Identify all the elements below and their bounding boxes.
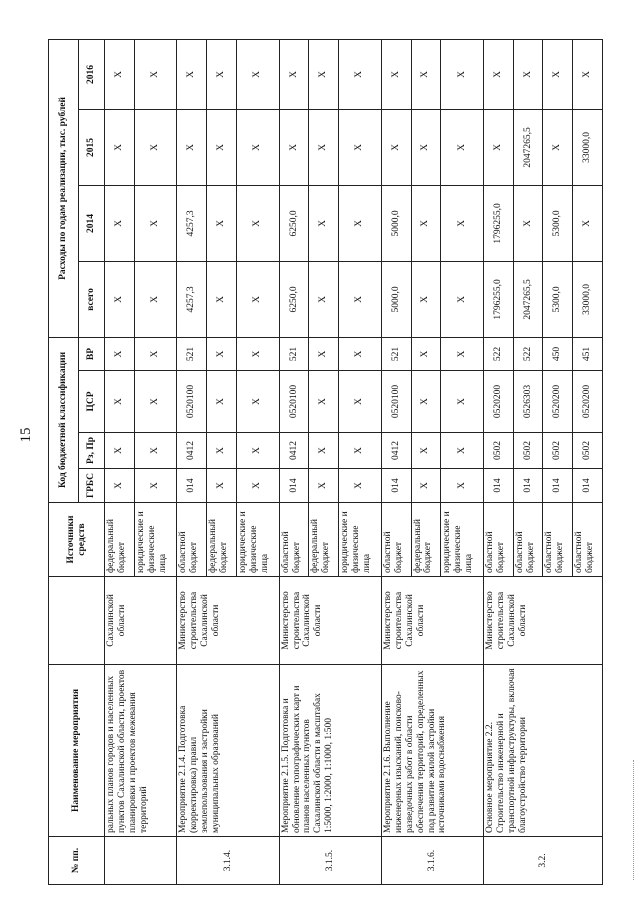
cell-vr: X xyxy=(134,337,177,370)
table-body xyxy=(105,39,603,884)
cell-rzpr: X xyxy=(339,433,382,469)
cell-vr: X xyxy=(236,337,279,370)
activity-name: Основное мероприятие 2.2. Строительство инженерной и транспортной инфраструктуры, включая благоустройство территории xyxy=(483,665,602,837)
funding-source: юридические и физические лица xyxy=(339,503,382,577)
cell-total: 5300,0 xyxy=(543,261,573,337)
cell-rzpr: X xyxy=(105,433,135,469)
cell-total: X xyxy=(105,261,135,337)
cell-grbs: X xyxy=(236,469,279,503)
cell-rzpr: X xyxy=(207,433,237,469)
cell-y2016: X xyxy=(339,39,382,109)
cell-y2014: X xyxy=(207,185,237,261)
cell-y2015: X xyxy=(543,109,573,185)
row-number: 3.2. xyxy=(483,837,602,885)
cell-csr: 0520100 xyxy=(279,371,309,433)
cell-grbs: 014 xyxy=(543,469,573,503)
cell-total: 5000,0 xyxy=(381,261,411,337)
cell-y2014: 5300,0 xyxy=(543,185,573,261)
cell-vr: X xyxy=(339,337,382,370)
header-sources: Источники средств xyxy=(49,503,105,577)
executor: Министерство строительства Сахалинской области xyxy=(483,577,602,665)
cell-vr: 521 xyxy=(177,337,207,370)
cell-csr: X xyxy=(339,371,382,433)
cell-y2016: X xyxy=(207,39,237,109)
cell-y2015: X xyxy=(483,109,513,185)
cell-vr: X xyxy=(441,337,484,370)
cell-total: X xyxy=(236,261,279,337)
funding-source: областной бюджет xyxy=(381,503,411,577)
cell-vr: 450 xyxy=(543,337,573,370)
executor: Сахалинской области xyxy=(105,577,177,665)
cell-vr: 451 xyxy=(573,337,603,370)
cell-y2015: X xyxy=(105,109,135,185)
cell-grbs: 014 xyxy=(573,469,603,503)
cell-y2015: X xyxy=(134,109,177,185)
cell-total: X xyxy=(411,261,441,337)
header-2015: 2015 xyxy=(79,109,105,185)
cell-grbs: 014 xyxy=(177,469,207,503)
header-csr: ЦСР xyxy=(79,371,105,433)
cell-y2014: X xyxy=(513,185,543,261)
cell-grbs: 014 xyxy=(381,469,411,503)
cell-grbs: 014 xyxy=(483,469,513,503)
cell-rzpr: X xyxy=(411,433,441,469)
cell-total: X xyxy=(207,261,237,337)
table-row xyxy=(105,39,135,884)
header-name: Наименование мероприятия xyxy=(49,665,105,837)
executor: Министерство строительства Сахалинской области xyxy=(381,577,483,665)
page-number: 15 xyxy=(18,427,34,443)
cell-vr: 522 xyxy=(483,337,513,370)
table-row xyxy=(279,39,309,884)
cell-grbs: X xyxy=(134,469,177,503)
cell-total: 4257,3 xyxy=(177,261,207,337)
cell-rzpr: 0502 xyxy=(543,433,573,469)
cell-vr: X xyxy=(207,337,237,370)
budget-table xyxy=(48,39,603,885)
cell-y2016: X xyxy=(513,39,543,109)
cell-y2016: X xyxy=(573,39,603,109)
cell-y2014: X xyxy=(411,185,441,261)
cell-total: 1796255,0 xyxy=(483,261,513,337)
cell-total: 2047265,5 xyxy=(513,261,543,337)
cell-csr: X xyxy=(134,371,177,433)
cell-csr: X xyxy=(105,371,135,433)
cell-csr: X xyxy=(236,371,279,433)
cell-vr: X xyxy=(411,337,441,370)
cell-rzpr: 0502 xyxy=(513,433,543,469)
row-number: 3.1.6. xyxy=(381,837,483,885)
funding-source: федеральный бюджет xyxy=(411,503,441,577)
funding-source: областной бюджет xyxy=(279,503,309,577)
funding-source: областной бюджет xyxy=(573,503,603,577)
cell-csr: X xyxy=(309,371,339,433)
executor: Министерство строительства Сахалинской области xyxy=(177,577,279,665)
cell-rzpr: 0502 xyxy=(573,433,603,469)
funding-source: областной бюджет xyxy=(513,503,543,577)
cell-csr: X xyxy=(441,371,484,433)
cell-vr: 521 xyxy=(279,337,309,370)
cell-y2015: X xyxy=(339,109,382,185)
cell-csr: 0520200 xyxy=(573,371,603,433)
cell-y2016: X xyxy=(279,39,309,109)
header-2016: 2016 xyxy=(79,39,105,109)
cell-csr: X xyxy=(207,371,237,433)
activity-name: Мероприятие 2.1.5. Подготовка и обновление топографических карт и планов населенных пунктов Сахалинской области в масштабах 1:5000, 1:2000, 1:1000, 1:500 xyxy=(279,665,381,837)
funding-source: областной бюджет xyxy=(543,503,573,577)
cell-y2015: X xyxy=(236,109,279,185)
cell-y2016: X xyxy=(105,39,135,109)
cell-y2014: 5000,0 xyxy=(381,185,411,261)
cell-grbs: 014 xyxy=(279,469,309,503)
cell-y2016: X xyxy=(381,39,411,109)
funding-source: областной бюджет xyxy=(483,503,513,577)
table-row xyxy=(483,39,513,884)
cell-y2016: X xyxy=(441,39,484,109)
cell-y2014: X xyxy=(236,185,279,261)
cell-total: 33000,0 xyxy=(573,261,603,337)
cell-y2014: X xyxy=(134,185,177,261)
cell-y2016: X xyxy=(309,39,339,109)
cell-rzpr: X xyxy=(309,433,339,469)
cell-csr: X xyxy=(411,371,441,433)
funding-source: федеральный бюджет xyxy=(105,503,135,577)
cell-csr: 0520200 xyxy=(543,371,573,433)
funding-source: областной бюджет xyxy=(177,503,207,577)
cell-grbs: X xyxy=(441,469,484,503)
cell-y2016: X xyxy=(177,39,207,109)
header-executor xyxy=(49,577,105,665)
header-grbs: ГРБС xyxy=(79,469,105,503)
header-rzpr: Рз, Пр xyxy=(79,433,105,469)
activity-name: Мероприятие 2.1.4. Подготовка (корректировка) правил землепользования и застройки муниципальных образований xyxy=(177,665,279,837)
cell-grbs: X xyxy=(339,469,382,503)
cell-total: X xyxy=(309,261,339,337)
cell-rzpr: 0502 xyxy=(483,433,513,469)
cell-y2014: X xyxy=(573,185,603,261)
cell-rzpr: 0412 xyxy=(279,433,309,469)
row-number: 3.1.4. xyxy=(177,837,279,885)
cell-rzpr: X xyxy=(441,433,484,469)
cell-csr: 0520100 xyxy=(177,371,207,433)
cell-csr: 0520100 xyxy=(381,371,411,433)
cell-y2014: X xyxy=(309,185,339,261)
cell-y2016: X xyxy=(411,39,441,109)
table-row xyxy=(177,39,207,884)
cell-total: X xyxy=(134,261,177,337)
header-vr: ВР xyxy=(79,337,105,370)
cell-vr: X xyxy=(309,337,339,370)
cell-y2014: X xyxy=(339,185,382,261)
funding-source: федеральный бюджет xyxy=(207,503,237,577)
cell-rzpr: 0412 xyxy=(177,433,207,469)
cell-y2014: X xyxy=(105,185,135,261)
rotated-page xyxy=(48,40,603,885)
cell-y2015: X xyxy=(207,109,237,185)
cell-total: 6250,0 xyxy=(279,261,309,337)
cell-y2016: X xyxy=(543,39,573,109)
cell-y2016: X xyxy=(483,39,513,109)
cell-csr: 0520200 xyxy=(483,371,513,433)
cell-y2016: X xyxy=(134,39,177,109)
row-number: 3.1.5. xyxy=(279,837,381,885)
cell-rzpr: 0412 xyxy=(381,433,411,469)
cell-csr: 0526303 xyxy=(513,371,543,433)
cell-y2015: 2047265,5 xyxy=(513,109,543,185)
header-kbk: Код бюджетной классификации xyxy=(49,337,79,502)
cell-grbs: X xyxy=(411,469,441,503)
cell-y2014: 1796255,0 xyxy=(483,185,513,261)
funding-source: юридические и физические лица xyxy=(134,503,177,577)
cell-grbs: 014 xyxy=(513,469,543,503)
activity-name: ральных планов городов и населенных пунктов Сахалинской области, проектов планировки и проектов межевания территорий xyxy=(105,665,177,837)
row-number xyxy=(105,837,177,885)
cell-y2014: X xyxy=(441,185,484,261)
cell-y2016: X xyxy=(236,39,279,109)
cell-y2015: 33000,0 xyxy=(573,109,603,185)
cell-vr: 522 xyxy=(513,337,543,370)
activity-name: Мероприятие 2.1.6. Выполнение инженерных изысканий, поисково-разведочных работ в области обеспечения территорий, определенных под развитие жилой застройки источниками водоснабжения xyxy=(381,665,483,837)
cell-y2015: X xyxy=(381,109,411,185)
header-num: № пп. xyxy=(49,837,105,885)
cell-y2014: 4257,3 xyxy=(177,185,207,261)
cell-grbs: X xyxy=(105,469,135,503)
funding-source: юридические и физические лица xyxy=(441,503,484,577)
cell-y2014: 6250,0 xyxy=(279,185,309,261)
header-2014: 2014 xyxy=(79,185,105,261)
cell-vr: 521 xyxy=(381,337,411,370)
scan-mark xyxy=(633,760,636,880)
funding-source: федеральный бюджет xyxy=(309,503,339,577)
cell-y2015: X xyxy=(309,109,339,185)
cell-y2015: X xyxy=(441,109,484,185)
cell-total: X xyxy=(339,261,382,337)
cell-y2015: X xyxy=(279,109,309,185)
table-row xyxy=(381,39,411,884)
cell-total: X xyxy=(441,261,484,337)
cell-y2015: X xyxy=(177,109,207,185)
header-expenses: Расходы по годам реализации, тыс. рублей xyxy=(49,39,79,337)
header-total: всего xyxy=(79,261,105,337)
executor: Министерство строительства Сахалинской области xyxy=(279,577,381,665)
cell-rzpr: X xyxy=(236,433,279,469)
cell-grbs: X xyxy=(207,469,237,503)
funding-source: юридические и физические лица xyxy=(236,503,279,577)
cell-grbs: X xyxy=(309,469,339,503)
cell-vr: X xyxy=(105,337,135,370)
cell-y2015: X xyxy=(411,109,441,185)
cell-rzpr: X xyxy=(134,433,177,469)
